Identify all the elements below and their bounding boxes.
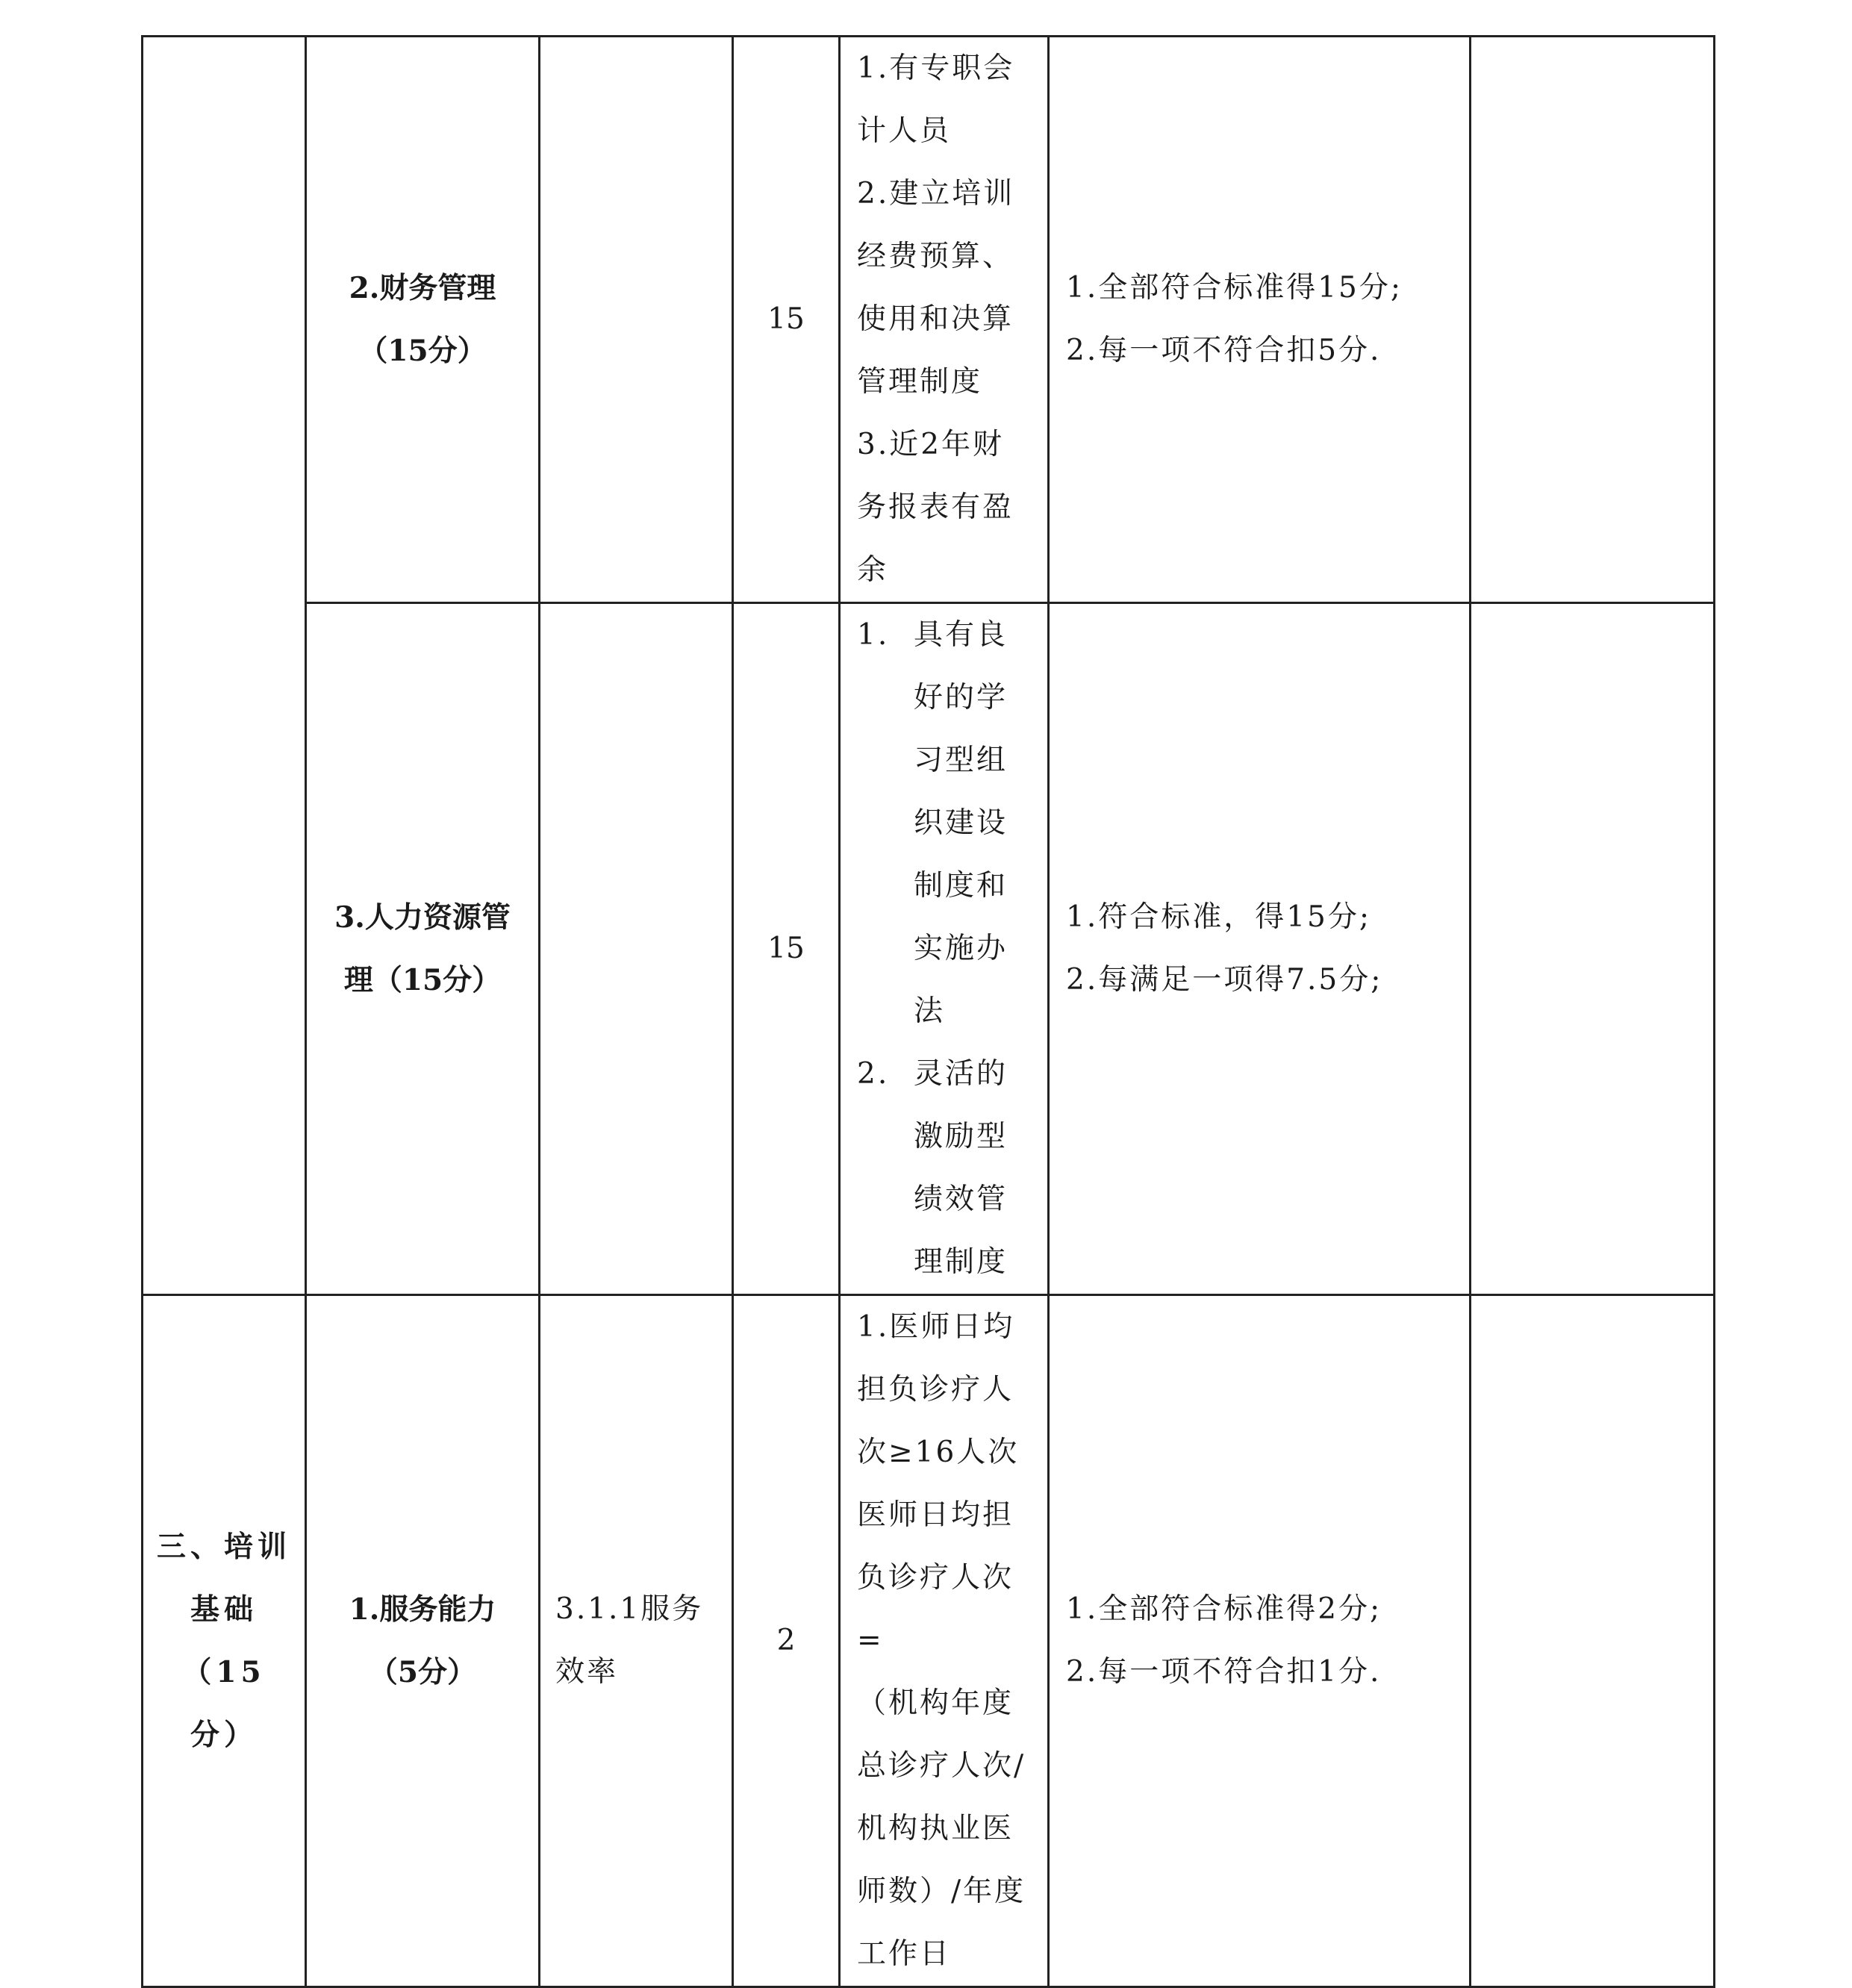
standard-line: 次≥16人次 bbox=[857, 1436, 1020, 1469]
table-row bbox=[143, 37, 1715, 603]
standard-line: 习型组 bbox=[914, 744, 1008, 777]
standard-line: 3.近2年财 bbox=[857, 428, 1005, 461]
standard-line: 担负诊疗人 bbox=[857, 1373, 1014, 1406]
standard-line: 2.建立培训 bbox=[857, 177, 1015, 211]
standard-line: 灵活的 bbox=[914, 1057, 1008, 1091]
item-cell bbox=[306, 37, 540, 603]
item-cell bbox=[306, 603, 540, 1295]
remark-cell bbox=[1471, 1295, 1715, 1987]
indicator-cell bbox=[540, 1295, 733, 1987]
standard-line: 织建设 bbox=[914, 806, 1008, 840]
item-line: （15分） bbox=[358, 334, 487, 368]
standard-line: 使用和决算 bbox=[857, 302, 1014, 336]
item-line: 1.服务能力 bbox=[349, 1592, 496, 1627]
standard-line: 计人员 bbox=[857, 114, 952, 148]
list-number: 1. bbox=[857, 618, 890, 652]
standard-line: 机构执业医 bbox=[857, 1812, 1014, 1845]
standard-line: 具有良 bbox=[914, 618, 1008, 652]
item-line: 3.人力资源管 bbox=[334, 900, 511, 935]
indicator-line: 效率 bbox=[555, 1655, 619, 1689]
indicator-cell bbox=[540, 603, 733, 1295]
evaluation-table bbox=[141, 35, 1715, 1988]
standard-line: 师数）/年度 bbox=[857, 1875, 1026, 1908]
dimension-line: （15 bbox=[182, 1655, 266, 1689]
item-cell bbox=[306, 1295, 540, 1987]
standard-line: 余 bbox=[857, 553, 889, 587]
standard-line: 1.医师日均 bbox=[857, 1310, 1015, 1344]
standard-cell bbox=[840, 1295, 1049, 1987]
dimension-line: 基础 bbox=[190, 1592, 258, 1627]
table-row bbox=[143, 603, 1715, 1295]
standard-line: 1.有专职会 bbox=[857, 52, 1015, 85]
table-row bbox=[143, 1295, 1715, 1987]
standard-cell bbox=[840, 37, 1049, 603]
rule-line: 1.全部符合标准得15分; bbox=[1066, 271, 1403, 305]
rules-cell bbox=[1049, 1295, 1471, 1987]
rule-line: 2.每一项不符合扣1分. bbox=[1066, 1655, 1382, 1689]
standard-list-item bbox=[857, 1043, 1037, 1294]
standard-line: 经费预算、 bbox=[857, 240, 1014, 273]
remark-cell bbox=[1471, 37, 1715, 603]
score-cell: 2 bbox=[733, 1295, 840, 1987]
rule-line: 2.每满足一项得7.5分; bbox=[1066, 963, 1383, 997]
standard-line: 实施办 bbox=[914, 932, 1008, 965]
standard-line: 务报表有盈 bbox=[857, 490, 1014, 524]
score-cell: 15 bbox=[733, 37, 840, 603]
standard-line: 管理制度 bbox=[857, 365, 983, 399]
standard-line: 负诊疗人次= bbox=[857, 1561, 1014, 1657]
item-line: 理（15分） bbox=[343, 963, 502, 997]
rule-line: 2.每一项不符合扣5分. bbox=[1066, 334, 1382, 367]
remark-cell bbox=[1471, 603, 1715, 1295]
item-line: （5分） bbox=[368, 1655, 477, 1689]
score-cell: 15 bbox=[733, 603, 840, 1295]
indicator-line: 3.1.1服务 bbox=[555, 1592, 704, 1626]
dimension-cell bbox=[143, 37, 306, 1295]
dimension-line: 分） bbox=[190, 1718, 258, 1752]
standard-list-item bbox=[857, 604, 1037, 1043]
standard-line: 总诊疗人次/ bbox=[857, 1749, 1026, 1783]
standard-line: 理制度 bbox=[914, 1245, 1008, 1279]
standard-line: 工作日 bbox=[857, 1937, 952, 1971]
rules-cell bbox=[1049, 37, 1471, 603]
standard-line: 激励型 bbox=[914, 1120, 1008, 1153]
standard-line: 医师日均担 bbox=[857, 1498, 1014, 1532]
rules-cell bbox=[1049, 603, 1471, 1295]
standard-line: 绩效管 bbox=[914, 1182, 1008, 1216]
standard-line: 法 bbox=[914, 994, 946, 1028]
standard-line: （机构年度 bbox=[857, 1686, 1014, 1720]
standard-cell bbox=[840, 603, 1049, 1295]
dimension-line: 三、培训 bbox=[156, 1530, 291, 1564]
dimension-cell bbox=[143, 1295, 306, 1987]
rule-line: 1.全部符合标准得2分; bbox=[1066, 1592, 1382, 1626]
item-line: 2.财务管理 bbox=[349, 271, 496, 305]
rule-line: 1.符合标准，得15分; bbox=[1066, 900, 1371, 934]
indicator-cell bbox=[540, 37, 733, 603]
standard-line: 制度和 bbox=[914, 869, 1008, 903]
list-number: 2. bbox=[857, 1057, 890, 1091]
standard-line: 好的学 bbox=[914, 681, 1008, 714]
